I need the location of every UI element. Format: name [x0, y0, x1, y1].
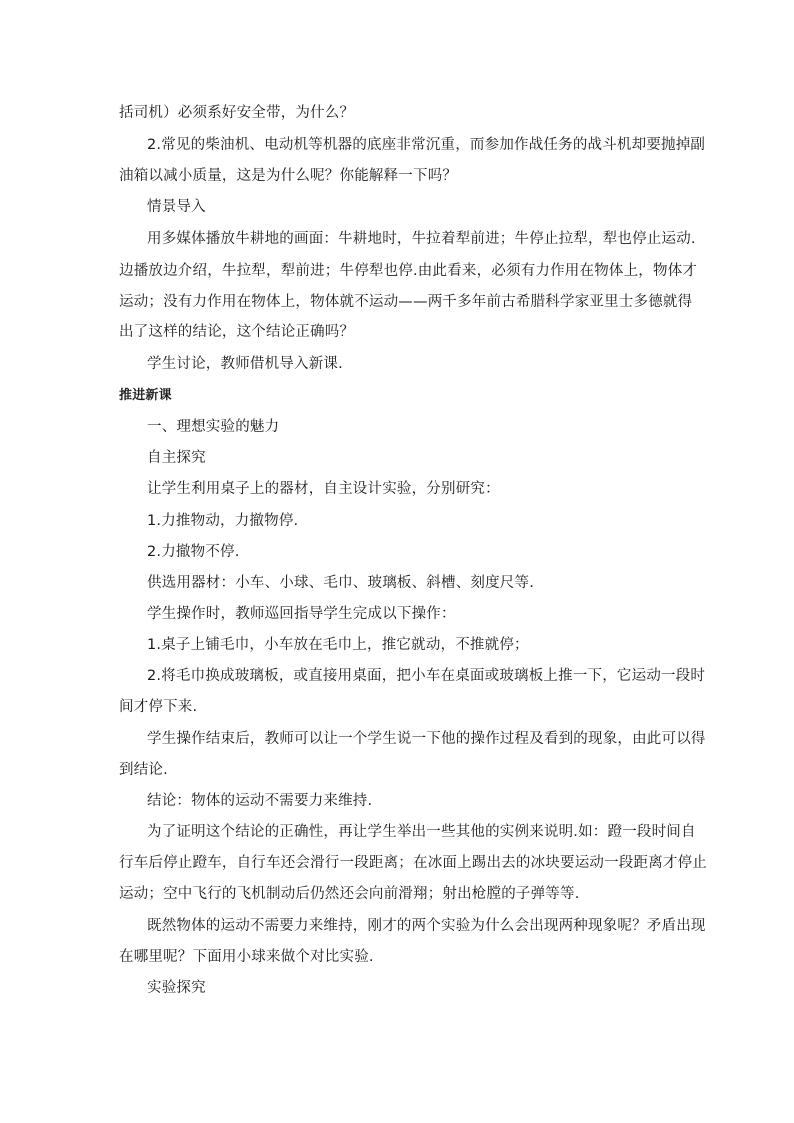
paragraph-line: 到结论.: [119, 762, 168, 778]
subsection-heading: 一、理想实验的魅力: [147, 419, 280, 435]
paragraph-line: 2.常见的柴油机、电动机等机器的底座非常沉重，而参加作战任务的战斗机却要抛掉副: [147, 137, 706, 153]
paragraph-line: 让学生利用桌子上的器材，自主设计实验，分别研究：: [147, 481, 500, 497]
paragraph-line: 供选用器材：小车、小球、毛巾、玻璃板、斜槽、刻度尺等.: [147, 575, 535, 591]
list-item: 1.桌子上铺毛巾，小车放在毛巾上，推它就动，不推就停；: [147, 637, 529, 653]
paragraph-line: 学生操作结束后，教师可以让一个学生说一下他的操作过程及看到的现象，由此可以得: [147, 731, 706, 747]
paragraph-line: 边播放边介绍，牛拉犁，犁前进；牛停犁也停.由此看来，必须有力作用在物体上，物体才: [119, 263, 698, 279]
section-label: 自主探究: [147, 450, 206, 466]
paragraph-line: 学生讨论，教师借机导入新课.: [147, 356, 343, 372]
section-heading: 推进新课: [119, 388, 172, 403]
paragraph-line: 学生操作时，教师巡回指导学生完成以下操作：: [147, 606, 456, 622]
list-item: 2.力撤物不停.: [147, 544, 240, 560]
paragraph-line: 在哪里呢？下面用小球来做个对比实验.: [119, 949, 374, 965]
paragraph-line: 油箱以减小质量，这是为什么呢？你能解释一下吗？: [119, 168, 458, 184]
list-item: 2.将毛巾换成玻璃板，或直接用桌面，把小车在桌面或玻璃板上推一下，它运动一段时: [147, 668, 706, 684]
paragraph-line: 行车后停止蹬车，自行车还会滑行一段距离；在冰面上踢出去的冰块要运动一段距离才停止: [119, 855, 707, 871]
paragraph-line: 用多媒体播放牛耕地的画面：牛耕地时，牛拉着犁前进；牛停止拉犁，犁也停止运动.: [147, 231, 696, 247]
paragraph-line: 间才停下来.: [119, 699, 198, 715]
section-label: 实验探究: [147, 980, 206, 996]
section-label: 情景导入: [147, 199, 206, 215]
paragraph-line: 运动；没有力作用在物体上，物体就不运动——两千多年前古希腊科学家亚里士多德就得: [119, 294, 693, 310]
paragraph-line: 既然物体的运动不需要力来维持，刚才的两个实验为什么会出现两种现象呢？矛盾出现: [147, 918, 706, 934]
list-item: 1.力推物动，力撤物停.: [147, 513, 299, 529]
paragraph-line: 为了证明这个结论的正确性，再让学生举出一些其他的实例来说明.如：蹬一段时间自: [147, 824, 696, 840]
paragraph-line: 运动；空中飞行的飞机制动后仍然还会向前滑翔；射出枪膛的子弹等等.: [119, 886, 580, 902]
paragraph-line: 括司机）必须系好安全带，为什么？: [119, 105, 355, 121]
conclusion-line: 结论：物体的运动不需要力来维持.: [147, 793, 373, 809]
paragraph-line: 出了这样的结论，这个结论正确吗？: [119, 324, 355, 340]
